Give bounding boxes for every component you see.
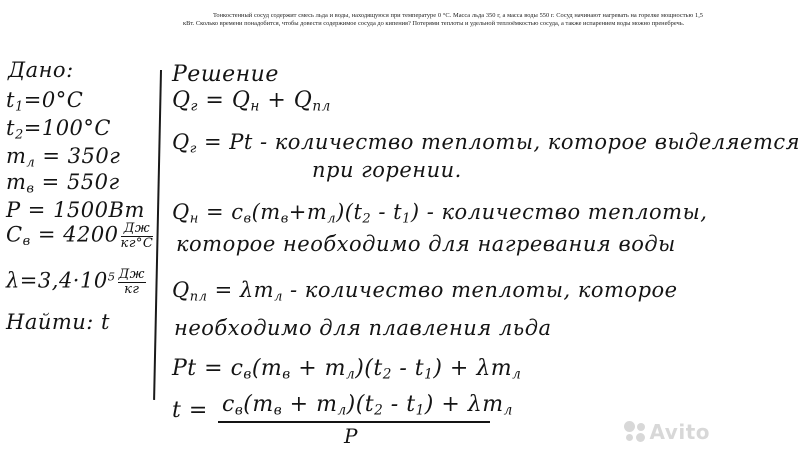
avito-dots-icon [624, 421, 646, 443]
column-divider [153, 70, 162, 400]
heating-heat-line-continued: которое необходимо для нагревания воды [176, 232, 676, 256]
watermark-text: Avito [649, 420, 710, 444]
solution-heading: Решение [172, 62, 279, 87]
energy-equation: $Pt = c_в(m_в + m_л)(t_2 - t_1) + \lambda m_л$ [172, 356, 522, 383]
given-water-mass: $m_в = 550г$ [6, 170, 120, 197]
specific-heat-unit: $\frac{Дж}{кг^\circ C}$ [120, 221, 154, 251]
given-specific-heat: $C_в = 4200$ $\frac{Дж}{кг^\circ C}$ [6, 221, 154, 251]
heating-heat-line: $Q_н = c_в(m_в+m_л)(t_2 - t_1)$ - количество теплоты, [172, 200, 708, 227]
given-heading: Дано: [8, 58, 74, 82]
given-power: P = 1500Вт [6, 198, 145, 222]
time-formula-lhs: t = [172, 398, 208, 423]
given-t2: $t_2=100^\circ C$ [6, 116, 111, 143]
burner-heat-line: $Q_г = Pt$ - количество теплоты, которое выделяется [172, 130, 800, 157]
find-time: Найти: t [6, 310, 110, 334]
time-formula-fraction-bar [218, 421, 490, 423]
melting-heat-line-continued: необходимо для плавления льда [174, 316, 552, 340]
given-t1: $t_1=0^\circ C$ [6, 88, 84, 115]
given-ice-mass: $m_л = 350г$ [6, 144, 121, 171]
problem-statement: Тонкостенный сосуд содержит смесь льда и воды, находящуюся при температуре 0 °С. Масса льда 350 г, а масса воды 550 г. Сосуд начинают нагревать на горелке мощностью 1,5 кВт. Сколько времени понадобится, чтобы довести содержимое сосуда до кипения? Потерями теплоты и удельной теплоёмкостью сосуда, а также испарением воды можно пренебречь. [183, 12, 703, 28]
time-formula-numerator: $c_в(m_в + m_л)(t_2 - t_1) + \lambda m_л$ [222, 392, 513, 419]
avito-watermark [624, 420, 710, 444]
melting-heat-line: $Q_{пл} = \lambda m_л$ - количество теплоты, которое [172, 278, 678, 305]
latent-heat-unit: $\frac{Дж}{кг}$ [118, 267, 145, 297]
time-formula-denominator: P [344, 424, 358, 448]
heat-balance-equation: $Q_г = Q_н + Q_{пл}$ [172, 88, 331, 115]
burner-heat-line-continued: при горении. [312, 158, 462, 182]
given-latent-heat: $\lambda=3,4\cdot 10^5$ $\frac{Дж}{кг}$ [6, 267, 145, 297]
